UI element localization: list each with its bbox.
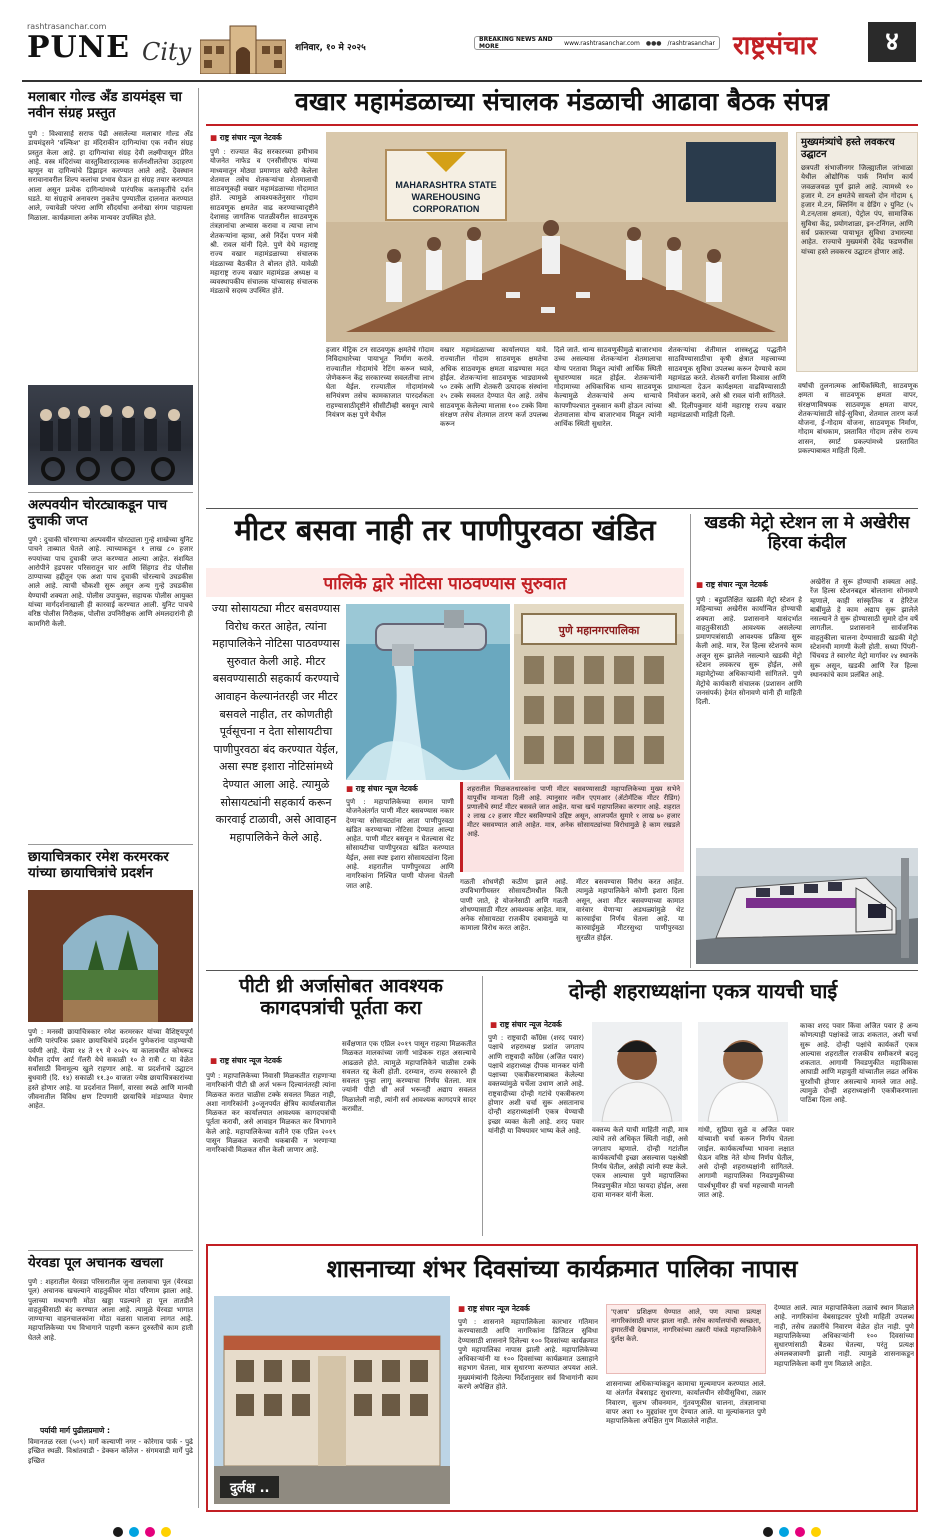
pt3-rule [482, 976, 483, 1236]
reg-dot [763, 1527, 773, 1537]
website-label: rashtrasanchar.com [27, 22, 107, 31]
meter-headline: मीटर बसवा नाही तर पाणीपुरवठा खंडित [234, 513, 656, 547]
reg-dot [779, 1527, 789, 1537]
jagtap-portrait [592, 1022, 682, 1122]
ncp-headline: दोन्ही शहराध्यक्षांना एकत्र यायची घाई [568, 979, 838, 1003]
warehouse-col-d: दिले जाते. धान्य साठवणूकीमुळे बाजारभाव उच्च असल्यास शेतकऱ्यांना शेतमालाचा योग्य परतावा मिळून त्यांची आर्थिक स्थिती सुधारण्यास मदत होईल. शेतकऱ्यांनी गोदामाच्या अधिकाधिक धान्य साठवणूक केल्यामुळे शेतकऱ्यांचे अन्य धान्याचे कापणीपश्चात नुकसान कमी होऊन त्यांच्या शेतमालास योग्य बाजारभाव मिळून त्यांनी आर्थिक स्थिती सुधारेल. [554, 346, 662, 429]
ncp-col-c: गांधी, सुप्रिया सुळे व अजित पवार यांच्याशी चर्चा करून निर्णय घेतला जाईल. कार्यकर्त्यांच्या भावना लक्षात घेऊन वरिष्ठ नेते योग्य निर्णय घेतील, असे दोन्ही शहराध्यक्षांनी सांगितले. आगामी महापालिका निवडणुकीच्या पार्श्वभूमीवर ही चर्चा महत्त्वाची मानली जात आहे. [698, 1126, 794, 1200]
exhibition-photo [28, 890, 193, 1022]
masthead: राष्ट्रसंचार [733, 31, 818, 61]
left-rule-1 [28, 492, 193, 493]
warehouse-headline: वखार महामंडळाच्या संचालक मंडळाची आढावा बैठक संपन्न [294, 87, 830, 116]
yerawada-subhead: पर्यायी मार्ग पुढीलप्रमाणे : [40, 1426, 110, 1435]
pt3-headline: पीटी थ्री अर्जासोबत आवश्यक कागदपत्रांची पूर्तता करा [239, 975, 443, 1019]
issue-date: शनिवार, १० मे २०२५ [295, 43, 366, 53]
reg-dot [811, 1527, 821, 1537]
page-number: ४ [868, 22, 916, 62]
yerawada-headline: येरवडा पूल अचानक खचला [28, 1255, 164, 1271]
banner-line-2: WAREHOUSING [411, 192, 481, 202]
warehouse-col-c: वखार महामंडळाच्या कार्यालयात यावे. राज्यातील गोदाम साठवणूक क्षमतेचा अधिक साठवणूक क्षमता वाढण्यास मदत होईल. शेतकऱ्यांना साठवणूक भाड्यामध्ये ५० टक्के आणि शेतकरी उत्पादक संस्थांना २५ टक्के सवलत देण्यात येत आहे. तसेच साठवणूक केलेल्या मालास १०० टक्के विमा संरक्षण तसेच शेतमाल तारण कर्ज उपलब्ध करून [440, 346, 548, 429]
malabar-body: पुणे : विश्वासार्ह सराफ पेढी असलेल्या मलाबार गोल्ड अँड डायमंड्सने 'वल्किश' हा मंदिराकीन दागिन्यांचा एक नवीन संग्रह प्रस्तुत केला आहे. हा दागिन्यांचा संग्रह देवी लक्ष्मीपासून प्रेरित आहे. वस्त्र मंदिरांच्या वास्तुविशारदात्मक सर्जनशीलतेचा उदाहरण म्हणून या दागिन्यांचे डिझाइन करण्यात आले आहे. देवस्थान सरावानावरील शिल्प कलांचा प्रभाव घेऊन हा संग्रह तयार करण्यात आला असून प्रत्येक दागिन्यांमध्ये पारंपरिक कलाकृतींचे दर्शन घडते. या संग्रहाचे अनावरण नुकतेच पुण्यातील दालनात करण्यात आले, ज्यावेळी परंपरा आणि सौंदर्याचा अनोखा संगम पाहायला मिळाला. कार्यक्रमाला अनेक मान्यवर उपस्थित होते. [28, 130, 193, 222]
bike-theft-headline: अल्पवयीन चोरट्याकडून पाच दुचाकी जप्त [28, 497, 168, 529]
reg-dot [145, 1527, 155, 1537]
left-rule-3 [28, 1250, 193, 1251]
sidebox-body: छत्रपती संभाजीनगर जिल्ह्यातील जांभाळा येथील ओद्योगिक पार्क निर्माण कार्य जवळजवळ पूर्ण झाले आहे. त्यामध्ये १० हजार मे. टन क्षमतेचे सायलो दोन गोदाम ६ हजार मे.टन, क्लिनिंग व ग्रेडिंग २ युनिट (५ मे.टन/तास क्षमता), पेट्रोल पंप, सामाजिक सुविधा केंद्र, प्रयोगशाळा, इन-टनिंगल, आणि सर्व प्रकारच्या पायाभूत सुविधा उभारल्या आहेत. राज्याचे मुख्यमंत्री देवेंद्र फडणवीस यांच्या हस्ते लवकरच उद्घाटन होणार आहे. [801, 164, 913, 256]
social-icons: ●●● [645, 39, 662, 47]
left-column-rule [198, 88, 199, 1508]
registration-dots-right [760, 1522, 860, 1534]
ticker-url: www.rashtrasanchar.com [564, 39, 640, 47]
pt3-byline: ■ राष्ट्र संचार न्यूज नेटवर्क [210, 1056, 282, 1066]
pmc-building-photo [514, 604, 684, 780]
banner-line-1: MAHARASHTRA STATE [395, 180, 497, 190]
bottom-headline: शासनाच्या शंभर दिवसांच्या कार्यक्रमात पालिका नापास [326, 1255, 798, 1283]
metro-rule [690, 514, 691, 968]
metro-train-photo [696, 848, 918, 964]
sidebox [796, 132, 918, 372]
left-rule-2 [28, 844, 193, 845]
mankar-portrait [698, 1022, 788, 1122]
bottom-col-a: पुणे : शासनाने महापालिकेला कारभार गतिमान करण्यासाठी आणि नागरिकांना डिजिटल सुविधा देण्यासाठी शासनाने दिलेल्या १०० दिवसांच्या कार्यक्रमात पुणे महापालिका नापास झाली आहे. महापालिकेच्या अधिकाऱ्यांनी या १०० दिवसांच्या कार्यक्रमात उत्साहाने सहभाग घेतला, मात्र सुधारणा करण्यात अपयश आले. मुख्यमंत्र्यांनी दिलेल्या निर्देशानुसार सर्व विभागांनी काम करणे अपेक्षित होते. [458, 1318, 598, 1392]
registration-dots-left [110, 1522, 210, 1534]
meter-subheadline: पालिके द्वारे नोटिसा पाठवण्यास सुरुवात [206, 568, 684, 597]
bottom-col-b: शासनाच्या अधिकाऱ्यांकडून कामाचा मूल्यमापन करण्यात आले. या अंतर्गत वेबसाइट सुधारणा, कार्यालयीन सोयीसुविधा, तक्रार निवारण, सुलभ जीवनमान, गुंतवणूकीस चालना, तंत्रज्ञानाचा वापर अशा १० मुद्द्यांवर गुण देण्यात आले. या मूल्यांकनात पुणे महापालिकेला अपेक्षित गुण मिळालेले नाहीत. [606, 1380, 766, 1426]
warehouse-col-b: हजार मेट्रिक टन साठवणूक क्षमतेचे गोदाम निविदाधारेच्या पायाभूत निर्माण करावे. राज्यातील गोदामांचे रेटिंग करून घ्यावे, जेणेकरून केंद्र सरकारच्या सवलतीचा लाभ घेता येईल. राज्यातील गोदामांमध्ये सनियंत्रण तसेच कामकाजात पारदर्शकता राहण्यासाठीदृष्टीने सीसीटीव्ही बसवून त्याचे नियंत्रण कक्ष पुणे येथील [326, 346, 434, 420]
banner-line-3: CORPORATION [412, 204, 480, 214]
malabar-photo [28, 385, 193, 485]
fort-illustration [200, 22, 286, 74]
title-city: City [142, 38, 192, 66]
header-rule [22, 80, 922, 82]
bottom-photo [214, 1296, 450, 1504]
warehouse-rule [206, 124, 918, 126]
meter-byline: ■ राष्ट्र संचार न्यूज नेटवर्क [346, 784, 418, 794]
warehouse-col-a: पुणे : राज्यात केंद्र सरकारच्या हमीभाव योजनेत नाफेड व एनसीसीएफ यांच्या माध्यमातून मोठ्या प्रमाणात खरेदी केलेला शेतमाल तसेच शेतकऱ्यांचा शेतमालाची साठवणूकही वखार महामंडळाच्या गोदामात होते. त्यामुळे आवश्यकतेनुसार गोदाम साठवणूक क्षमतेत वाढ करण्याच्यादृष्टीने देशासह जागतिक पातळीवरील साठवणूक तंत्रज्ञानांचा अभ्यास करावा व त्याचा लाभ शेतकऱ्यांना व्हावा, असे निर्देश पणन मंत्री श्री. रावल यांनी दिले. पुणे येथे महाराष्ट्र राज्य वखार महामंडळाच्या संचालक मंडळाच्या बैठकीत ते बोलत होते. यावेळी महाराष्ट्र राज्य वखार महामंडळ अध्यक्ष व व्यवस्थापकीय संचालक यांच्यासह संचालक मंडळाचे सदस्य उपस्थित होते. [210, 148, 318, 296]
bottom-col-c: देण्यात आले. त्यात महापालिकेला तळाचे स्थान मिळाले आहे. नागरिकांना वेबसाइटवर पुरेशी माहिती उपलब्ध नाही, तसेच तक्रारींचे निवारण वेळेत होत नाही. पुणे महापालिकेच्या अधिकाऱ्यांनी १०० दिवसांच्या सुधारणांसाठी बैठका घेतल्या, परंतु प्रत्यक्ष अंमलबजावणी झाली नाही. त्यामुळे शासनाकडून महापालिकेला कमी गुण मिळाले आहेत. [774, 1304, 914, 1368]
bike-theft-body: पुणे : दुचाकी चोरणाऱ्या अल्पवयीन चोरट्याला गुन्हे शाखेच्या युनिट पाचने ताब्यात घेतले आहे. त्याच्याकडून १ लाख ८० हजार रुपयांच्या पाच दुचाकी जप्त करण्यात आल्या आहेत. संशयित आरोपीने हडपसर परिसरातून चार आणि सिंहगड रोड पोलीस ठाण्याच्या हद्दीतून एक अशा पाच दुचाकी चोरल्याचे उघडकीस आले आहे. त्याची चौकशी सुरू असून अन्य गुन्हे उघडकीस येण्याची शक्यता आहे. पोलीस उपायुक्त, सहायक पोलीस आयुक्त यांच्या मार्गदर्शनाखाली ही कारवाई करण्यात आली. युनिट पाचचे वरिष्ठ पोलीस निरीक्षक, पोलीस उपनिरीक्षक आणि अंमलदारांनी ही कामगिरी केली. [28, 536, 193, 628]
reg-dot [129, 1527, 139, 1537]
ticker-bar [474, 36, 720, 50]
meter-col-c: मीटर बसवण्यास विरोध करत आहेत. त्यामुळे महापालिकेने कोणी इशारा दिला असून, अशा मीटर बसवण्याच्या कामात वारंवार येणाऱ्या अडथळ्यांमुळे थेट कारवाईचा निर्णय घेतला आहे. या कारवाईमुळे मीटरसुध्दा पाणीपुरवठा सुरळीत होईल. [576, 878, 684, 942]
meeting-photo [326, 132, 788, 342]
title-pune: PUNE [27, 30, 131, 65]
ncp-col-b: वक्तव्य केले याची माहिती नाही, मात्र त्यांचे तसे अधिकृत स्थिती नाही, असे जगताप म्हणाले. दोन्ही गटांतील कार्यकर्त्यांची इच्छा असल्यास पक्षश्रेष्ठी निर्णय घेतील, असेही त्यांनी स्पष्ट केले. एकत्र आल्यास पुणे महापालिका निवडणुकीत मोठा फायदा होईल, असा दावा मानकर यांनी केला. [592, 1126, 688, 1200]
bottom-quote: 'एआय' प्रशिक्षण घेण्यात आले, पण त्याचा प्रत्यक्ष नागरिकांसाठी वापर झाला नाही. तसेच कार्यालयांची स्वच्छता, इमारतींची देखभाल, नागरिकांच्या तक्रारी यांकडे महापालिकेने दुर्लक्ष केले. [606, 1304, 766, 1374]
metro-byline: ■ राष्ट्र संचार न्यूज नेटवर्क [696, 580, 768, 590]
meter-col-b: गळती शोधणेही कठीण झाले आहे. उपविभागीयस्तर सोसायटीमधील किती पाणी जाते, हे योजनेसाठी आणि गळती शोधण्यासाठी मीटर आवश्यक आहेत. मात्र, अनेक सोसायट्या राजकीय दबावामुळे या कामाला विरोध करत आहेत. [460, 878, 568, 933]
ncp-byline: ■ राष्ट्र संचार न्यूज नेटवर्क [490, 1020, 562, 1030]
warehouse-col-e: शेतकऱ्यांचा शेतीमाल शास्त्रशुद्ध पद्धतीने साठविण्यासाठीचा कृषी क्षेत्रात महत्त्वाच्या साठवणूक सुविधा उपलब्ध करून देण्याचे काम महामंडळ करते. शेतकरी वर्गाला विश्वास आणि प्राधान्यता देऊन कार्यक्षमता वाढविण्यासाठी नियोजन करावे, असे श्री रावल यांनी सांगितले. श्री. दिलीपकुमार यांनी महाराष्ट्र राज्य वखार महामंडळाची माहिती दिली. [668, 346, 786, 420]
reg-dot [161, 1527, 171, 1537]
pt3-col-b: सर्वेक्षणात एक एप्रिल २०१९ पासून राहत्या मिळकतीत मिळकत मालकांच्या जागी भाडेकरू राहत असल्याचे आढळले होते. त्यामुळे महापालिकेने चाळीस टक्के सवलत रद्द केली होती. दरम्यान, राज्य सरकारने ही सवलत पुन्हा लागू करण्याचा निर्णय घेतला. मात्र ज्यांनी पीटी थ्री अर्ज भरूनही अद्याप सवलत मिळालेली नाही, त्यांनी सर्व आवश्यक कागदपत्रे सादर करावीत. [342, 1040, 476, 1114]
metro-col-a: पुणे : बहुप्रतिक्षित खडकी मेट्रो स्टेशन हे महिन्याच्या अखेरीस कार्यान्वित होण्याची शक्यता आहे. प्रशासनाने यासंदर्भात वाहतुकीसाठी आवश्यक असलेल्या प्रमाणपत्रांसाठी आवश्यक प्रक्रिया सुरू केली आहे. मात्र, रेंज हिल्स स्टेशनचे काम अजून सुरू झालेले नसल्याने खडकी मेट्रो स्टेशन लवकरच सुरू होईल, असे महामेट्रोच्या अधिकाऱ्यांनी सांगितले. पुणे मेट्रोचे कार्यकारी संचालक (प्रशासन आणि जनसंपर्क) हेमंत सोनावणे यांनी ही माहिती दिली. [696, 596, 802, 707]
warehouse-byline: ■ राष्ट्र संचार न्यूज नेटवर्क [210, 133, 282, 143]
metro-col-b: अखेरीस ते सुरू होण्याची शक्यता आहे. रेंज हिल्स स्टेशनबद्दल बोलताना सोनावणे म्हणाले, काही सांस्कृतिक व हेरिटेज बाबींमुळे हे काम अद्याप सुरू झालेले नसल्याने ते सुरू होण्यासाठी सुमारे दोन वर्षे लागतील. प्रशासनाने सार्वजनिक वाहतुकीला चालना देण्यासाठी खडकी मेट्रो स्टेशनची मागणी केली होती. सध्या पिंपरी-चिंचवड ते स्वारगेट मेट्रो मार्गावर २४ स्थानके सुरू असून, खडकी आणि रेंज हिल्स स्थानकांचे काम प्रलंबित आहे. [810, 578, 918, 679]
yerawada-routes: विमानतळ रस्ता (५०९) मार्गे कल्याणी नगर - कोरेगाव पार्क - पुढे इच्छित स्थळी. विश्रांतवाडी - डेक्कन कॉलेज - संगमवाडी मार्गे पुढे इच्छित [28, 1438, 193, 1465]
water-tap-photo [346, 604, 510, 780]
reg-dot [795, 1527, 805, 1537]
bottom-byline: ■ राष्ट्र संचार न्यूज नेटवर्क [458, 1304, 530, 1314]
ticker-label: BREAKING NEWS AND MORE [479, 36, 553, 50]
exhibition-headline: छायाचित्रकार रमेश करमरकर यांच्या छायाचित्रांचे प्रदर्शन [28, 849, 169, 881]
pt3-col-a: पुणे : महापालिकेच्या निवासी मिळकतीत राहणाऱ्या नागरिकांनी पीटी थ्री अर्ज भरून दिल्यानंतरही त्यांना मिळकत करात चाळीस टक्के सवलत मिळत नाही, अशा नागरिकांनी ३०जूनपर्यंत क्षेत्रिय कार्यालयातील मिळकत कर कार्यालयात आवश्यक कागदपत्रांची पूर्तता करावी, असे आवाहन मिळकत कर विभागाने केले आहे. महापालिकेच्या वतीने एक एप्रिल २०१९ पासून मिळकत कराची थकबाकी न भरणाऱ्या नागरिकांची मिळकत सील केली जाणार आहे. [206, 1072, 336, 1155]
yerawada-body: पुणे : शहरातील येरवडा परिसरातील जुना तलावाचा पूल (येरवडा पूल) अचानक खचल्याने वाहतुकीवर मोठा परिणाम झाला आहे. पुलाच्या मध्यभागी मोठा खड्डा पडल्याने हा पूल तातडीने वाहतुकीसाठी बंद करण्यात आला आहे. त्यामुळे येरवडा भागात जाण्याऱ्या वाहनचालकांना मोठा वळसा घालावा लागत आहे. महापालिकेच्या पथ विभागाने पाहणी करून दुरुस्तीचे काम हाती घेतले आहे. [28, 1278, 193, 1342]
metro-headline: खडकी मेट्रो स्टेशन ला मे अखेरीस हिरवा कंदील [704, 513, 910, 553]
reg-dot [113, 1527, 123, 1537]
warehouse-col-f: वर्षाची तुलनात्मक आर्थिकस्थिती, साठवणूक क्षमता व साठवणूक क्षमता वापर, संरक्षणाविषयक साठवणूक क्षमता वापर, शेतकऱ्यांसाठी सोई-सुविधा, शेतमाल तारण कर्ज योजना, ई-गोदाम योजना, साठवणूक निर्माण, गोदाम बांधकाम, प्रस्तावित गोदाम तसेच राज्य शासन, स्मार्ट प्रकल्पांमध्ये प्रस्तावित प्रकल्पाबाबत माहिती दिली. [798, 382, 918, 456]
meter-col-a: पुणे : महापालिकेच्या समान पाणी योजनेअंतर्गत पाणी मीटर बसवण्यास नकार देणाऱ्या सोसायट्यांना आता पाणीपुरवठा खंडित करण्याच्या नोटिसा देण्यात आल्या आहेत. पाणी मीटर बसवून न घेतल्यास थेट सोसायटीचा पाणीपुरवठा खंडित करण्यात येईल, असा स्पष्ट इशारा सोसायट्यांना दिला आहे. शहरातील पाणीपुरवठा आणि नागरिकांना निश्चित पाणी योजना घेतली जात आहे. [346, 798, 454, 890]
ncp-col-a: पुणे : राष्ट्रवादी काँग्रेस (शरद पवार) पक्षाचे शहराध्यक्ष प्रशांत जगताप आणि राष्ट्रवादी काँग्रेस (अजित पवार) पक्षाचे शहराध्यक्ष दीपक मानकर यांनी पक्षाच्या एकत्रीकरणाबाबत केलेल्या वक्तव्यांमुळे चर्चेला उधाण आले आहे. राष्ट्रवादीच्या दोन्ही गटांचे एकत्रीकरण होणार अशी चर्चा सुरू असतानाच दोन्ही शहराध्यक्षांनी एकत्र येण्याची इच्छा व्यक्त केली आहे. शरद पवार यांनीही या विषयावर भाष्य केले आहे. [488, 1034, 584, 1135]
section-rule-2 [206, 970, 918, 971]
ncp-col-d: काका शरद पवार किंवा अजित पवार हे अन्य कोणत्याही पक्षांकडे जाऊ शकतात, अशी चर्चा सुरू आहे. दोन्ही पक्षांचे कार्यकर्ते एकत्र आल्यास शहरातील राजकीय समीकरणे बदलू शकतात. आगामी निवडणुकीत महाविकास आघाडी आणि महायुती यांच्यातील लढत अधिक चुरशीची होणार असल्याचे मानले जात आहे. त्यामुळे दोन्ही शहराध्यक्षांनी एकत्रीकरणाला पाठिंबा दिला आहे. [800, 1022, 918, 1105]
malabar-headline: मलाबार गोल्ड अँड डायमंड्स चा नवीन संग्रह प्रस्तुत [28, 89, 182, 121]
sidebox-headline: मुख्यमंत्र्यांचे हस्ते लवकरच उद्घाटन [801, 137, 895, 160]
header [0, 0, 945, 80]
section-rule-1 [206, 508, 918, 509]
ticker-handle: /rashtrasanchar [667, 39, 715, 47]
photo-caption: दुर्लक्ष .. [220, 1476, 279, 1498]
exhibition-body: पुणे : मनस्वी छायाचित्रकार रमेश करमरकर यांच्या वैशिष्ट्यपूर्ण आणि पारंपरिक प्रकार छायाचित्रांचे प्रदर्शन पुणेकरांना पाहण्याची पर्वणी आहे. येत्या १४ ते १९ मे २०२५ या कालावधीत कोथरूड येथील दर्पण आर्ट गॅलरी येथे सकाळी १० ते रात्री ८ या वेळेत सर्वांसाठी विनामूल्य खुले राहणार आहे. या प्रदर्शनाचे उद्घाटन बुधवारी (दि. १४) सकाळी ११.३० वाजता ज्येष्ठ छायाचित्रकारांच्या हस्ते होणार आहे. या प्रदर्शनात निसर्ग, वारसा स्थळे आणि मानवी जीवनातील विविध क्षण टिपणारी छायाचित्रे मांडण्यात येणार आहेत. [28, 1028, 193, 1111]
meter-pull-quote: ज्या सोसायट्या मीटर बसवण्यास विरोध करत आहेत, त्यांना महापालिकेने नोटिसा पाठवण्यास सुरुवात केली आहे. मीटर बसवण्यासाठी सहकार्य करण्याचे आवाहन केल्यानंतरही जर मीटर बसवले नाहीत, तर कोणतीही पूर्वसूचना न देता सोसायटीचा पाणीपुरवठा बंद करण्यात येईल, असा स्पष्ट इशारा नोटिसांमध्ये देण्यात आला आहे. त्यामुळे सोसायट्यांनी सहकार्य करून कारवाई टाळावी, असे आवाहन महापालिकेने केले आहे. [211, 602, 341, 844]
building-sign: पुणे महानगरपालिका [558, 624, 640, 637]
meter-highlight: शहरातील मिळकतधारकांना पाणी मीटर बसवण्यासाठी महापालिकेच्या मुख्य सभेने यापूर्वीच मान्यता दिली आहे. त्यानुसार नवीन एएमआर (ॲटोमॅटिक मीटर रीडिंग) प्रणालीचे स्मार्ट मीटर बसवले जात आहेत. याचा खर्च महापालिका करणार आहे. शहरात २ लाख ८२ हजार मीटर बसविण्याचे उद्दिष्ट असून, आजपर्यंत सुमारे १ लाख ७० हजार मीटर बसवण्यात आले आहेत. मात्र, अनेक सोसायट्यांच्या विरोधामुळे हे काम रखडले आहे. [460, 782, 684, 872]
